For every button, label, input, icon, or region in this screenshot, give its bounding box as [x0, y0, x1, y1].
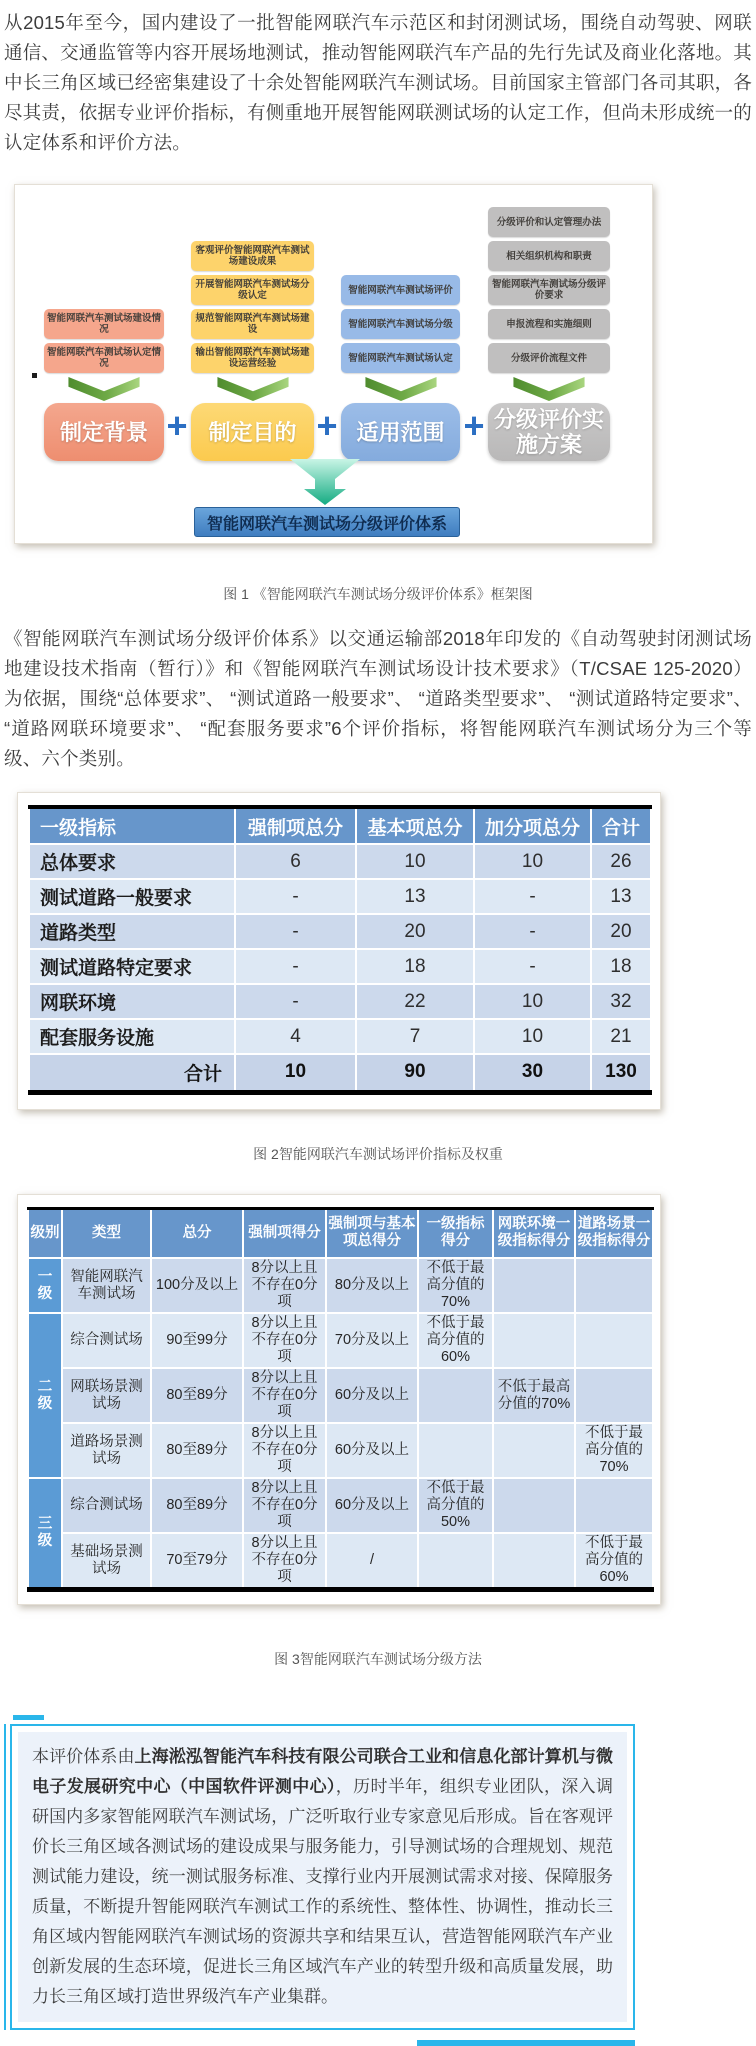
diagram-slot — [191, 207, 314, 241]
table-cell: 不低于最高分值的50% — [418, 1478, 493, 1533]
column-header: 总分 — [151, 1208, 243, 1258]
diagram-slot — [44, 275, 164, 309]
table-cell: 60分及以上 — [326, 1423, 418, 1478]
diagram-item-box: 申报流程和实施细则 — [488, 309, 610, 339]
table-total-row — [29, 1054, 651, 1092]
figure2-caption: 图 2智能网联汽车测试场评价指标及权重 — [253, 1145, 503, 1162]
table-cell: 20 — [591, 914, 651, 949]
column-header: 强制项与基本项总得分 — [326, 1208, 418, 1258]
chevron-wrap — [44, 377, 164, 401]
diagram-column — [44, 207, 164, 461]
table-cell: 6 — [235, 844, 356, 879]
diagram-category-box: 制定目的 — [191, 403, 314, 461]
table-cell: - — [235, 984, 356, 1019]
table-row — [29, 914, 651, 949]
table-cell: 基础场景测试场 — [62, 1533, 151, 1590]
column-header: 基本项总分 — [356, 807, 474, 844]
framework-diagram — [15, 185, 652, 543]
table-cell: 13 — [356, 879, 474, 914]
table-cell: 8分以上且不存在0分项 — [243, 1423, 326, 1478]
level-cell: 三级 — [28, 1478, 62, 1590]
diagram-column — [341, 207, 460, 461]
table-cell — [493, 1478, 575, 1533]
plus-icon: + — [463, 405, 485, 446]
diagram-item-box: 规范智能网联汽车测试场建设 — [191, 309, 314, 339]
column-header: 网联环境一级指标得分 — [493, 1208, 575, 1258]
table-cell: 10 — [235, 1054, 356, 1092]
diagram-item-box: 分级评价和认定管理办法 — [488, 207, 610, 237]
column-header: 合计 — [591, 807, 651, 844]
table-cell: 网联场景测试场 — [62, 1368, 151, 1423]
table-cell: 8分以上且不存在0分项 — [243, 1258, 326, 1313]
diagram-slot — [341, 343, 460, 377]
column-header: 类型 — [62, 1208, 151, 1258]
figure2-photo — [17, 792, 661, 1110]
table-header-row — [28, 1208, 653, 1258]
table-cell — [493, 1313, 575, 1368]
figure3-photo — [17, 1194, 661, 1606]
table-cell: - — [235, 949, 356, 984]
chevron-down-icon — [361, 377, 441, 401]
column-header: 级别 — [28, 1208, 62, 1258]
diagram-item-box: 分级评价流程文件 — [488, 343, 610, 373]
table-cell: 70至79分 — [151, 1533, 243, 1590]
table-cell — [418, 1368, 493, 1423]
table-cell: 100分及以上 — [151, 1258, 243, 1313]
table-cell: 7 — [356, 1019, 474, 1054]
table-cell: 18 — [356, 949, 474, 984]
diagram-category-box: 适用范围 — [341, 403, 460, 461]
chevron-wrap — [191, 377, 314, 401]
table-cell: 4 — [235, 1019, 356, 1054]
table-cell — [575, 1478, 653, 1533]
table-cell: 80至89分 — [151, 1368, 243, 1423]
diagram-category-box: 分级评价实施方案 — [488, 403, 610, 461]
table-cell: 不低于最高分值的60% — [575, 1533, 653, 1590]
plus-icon: + — [166, 405, 188, 446]
table-cell: 20 — [356, 914, 474, 949]
summary-box — [10, 1724, 635, 2030]
table-cell: 90 — [356, 1054, 474, 1092]
column-header: 强制项得分 — [243, 1208, 326, 1258]
diagram-slot — [191, 309, 314, 343]
diagram-item-box: 客观评价智能网联汽车测试场建设成果 — [191, 241, 314, 271]
diagram-slot — [488, 207, 610, 241]
table-cell: 测试道路特定要求 — [29, 949, 235, 984]
diagram-slot — [191, 275, 314, 309]
paragraph-intro: 从2015年至今，国内建设了一批智能网联汽车示范区和封闭测试场，围绕自动驾驶、网联通信、交通监管等内容开展场地测试，推动智能网联汽车产品的先行先试及商业化落地。其中长三角区域已经密集建设了十余处智能网联汽车测试场。目前国家主管部门各司其职，各尽其责，依据专业评价指标，有侧重地开展智能网联测试场的认定工作，但尚未形成统一的认定体系和评价方法。 — [4, 12, 753, 153]
diagram-slot — [488, 343, 610, 377]
bottom-divider — [417, 2040, 635, 2046]
diagram-slot — [488, 275, 610, 309]
table-row — [29, 949, 651, 984]
plus-icon: + — [316, 405, 338, 446]
chevron-down-icon — [509, 377, 589, 401]
table-row — [28, 1423, 653, 1478]
table-row — [29, 879, 651, 914]
table-cell: 8分以上且不存在0分项 — [243, 1313, 326, 1368]
diagram-slot — [341, 275, 460, 309]
table-cell: 测试道路一般要求 — [29, 879, 235, 914]
table-cell: 网联环境 — [29, 984, 235, 1019]
summary-text-segment: 本评价体系由 — [32, 1747, 135, 1766]
table-cell: 10 — [356, 844, 474, 879]
table-cell: 合计 — [29, 1054, 235, 1092]
figure3-caption: 图 3智能网联汽车测试场分级方法 — [274, 1651, 482, 1667]
diagram-slot — [44, 309, 164, 343]
table-cell: 90至99分 — [151, 1313, 243, 1368]
table-cell: 21 — [591, 1019, 651, 1054]
table-cell: 80至89分 — [151, 1478, 243, 1533]
table-cell: 智能网联汽车测试场 — [62, 1258, 151, 1313]
table-cell: 26 — [591, 844, 651, 879]
diagram-slot — [191, 241, 314, 275]
table-cell — [575, 1368, 653, 1423]
table-cell: 80至89分 — [151, 1423, 243, 1478]
indicator-weight-table — [28, 805, 652, 1095]
table-row — [28, 1368, 653, 1423]
figure1-photo — [14, 184, 653, 544]
column-header: 一级指标得分 — [418, 1208, 493, 1258]
diagram-item-box: 开展智能网联汽车测试场分级认定 — [191, 275, 314, 305]
diagram-slot — [341, 309, 460, 343]
chevron-wrap — [488, 377, 610, 401]
table-cell: 8分以上且不存在0分项 — [243, 1478, 326, 1533]
table-cell: 道路场景测试场 — [62, 1423, 151, 1478]
table-header-row — [29, 807, 651, 844]
diagram-slot — [341, 241, 460, 275]
column-header: 强制项总分 — [235, 807, 356, 844]
table-cell — [575, 1313, 653, 1368]
table-cell — [418, 1423, 493, 1478]
table-cell: 不低于最高分值的70% — [493, 1368, 575, 1423]
table-cell — [575, 1258, 653, 1313]
summary-text-segment: 上海淞泓智能汽车科技有限公司联合工业和信息化部计算机与微电子发展研究中心（中国软件评测中心） — [32, 1747, 614, 1796]
table-cell: 70分及以上 — [326, 1313, 418, 1368]
column-header: 道路场景一级指标得分 — [575, 1208, 653, 1258]
diagram-slot — [488, 309, 610, 343]
summary-text-segment: ，历时半年，组织专业团队，深入调研国内多家智能网联汽车测试场，广泛听取行业专家意见后形成。旨在客观评价长三角区域各测试场的建设成果与服务能力，引导测试场的合理规划、规范测试能力建设，统一测试服务标准、支撑行业内开展测试需求对接、保障服务质量，不断提升智能网联汽车测试工作的系统性、整体性、协调性，推动长三角区域内智能网联汽车测试场的资源共享和结果互认，营造智能网联汽车产业创新发展的生态环境，促进长三角区域汽车产业的转型升级和高质量发展，助力长三角区域打造世界级汽车产业集群。 — [32, 1777, 614, 2006]
figure1-caption: 图 1 《智能网联汽车测试场分级评价体系》框架图 — [223, 586, 533, 602]
diagram-item-box: 输出智能网联汽车测试场建设运营经验 — [191, 343, 314, 373]
diagram-slot — [488, 241, 610, 275]
diagram-category-box: 制定背景 — [44, 403, 164, 461]
table-cell: - — [235, 914, 356, 949]
diagram-result-box: 智能网联汽车测试场分级评价体系 — [194, 507, 460, 537]
table-cell: / — [326, 1533, 418, 1590]
table-cell: 18 — [591, 949, 651, 984]
table-cell: 总体要求 — [29, 844, 235, 879]
paragraph-basis: 《智能网联汽车测试场分级评价体系》以交通运输部2018年印发的《自动驾驶封闭测试场地建设技术指南（暂行）》和《智能网联汽车测试场设计技术要求》（T/CSAE 125-2020）为依据，围绕“总体要求”、 “测试道路一般要求”、 “道路类型要求”、 “测试道路特定要求”、 “道路网联环境要求”、 “配套服务要求”6个评价指标，将智能网联汽车测试场分为三个等级、六个类别。 — [4, 628, 752, 769]
table-row — [28, 1258, 653, 1313]
table-cell: 60分及以上 — [326, 1478, 418, 1533]
table-cell: 配套服务设施 — [29, 1019, 235, 1054]
bullet-square — [32, 373, 37, 378]
table-cell: 不低于最高分值的60% — [418, 1313, 493, 1368]
column-header: 一级指标 — [29, 807, 235, 844]
diagram-item-box: 智能网联汽车测试场认定情况 — [44, 343, 164, 373]
table-cell: 13 — [591, 879, 651, 914]
table-cell: 10 — [474, 844, 591, 879]
level-cell: 二级 — [28, 1313, 62, 1478]
table-cell: 综合测试场 — [62, 1478, 151, 1533]
table-cell: 32 — [591, 984, 651, 1019]
chevron-down-icon — [64, 377, 144, 401]
table-cell: 8分以上且不存在0分项 — [243, 1533, 326, 1590]
table-cell: 22 — [356, 984, 474, 1019]
table-row — [29, 844, 651, 879]
diagram-item-box: 智能网联汽车测试场评价 — [341, 275, 460, 305]
diagram-slot — [191, 343, 314, 377]
diagram-slot — [44, 241, 164, 275]
table-cell: - — [474, 879, 591, 914]
table-cell — [418, 1533, 493, 1590]
chevron-down-icon — [213, 377, 293, 401]
table-row — [28, 1313, 653, 1368]
table-cell — [493, 1533, 575, 1590]
diagram-item-box: 智能网联汽车测试场认定 — [341, 343, 460, 373]
diagram-slot — [44, 343, 164, 377]
level-cell: 一级 — [28, 1258, 62, 1313]
table-cell — [493, 1258, 575, 1313]
table-row — [29, 1019, 651, 1054]
table-cell: 80分及以上 — [326, 1258, 418, 1313]
diagram-item-box: 相关组织机构和职责 — [488, 241, 610, 271]
diagram-column — [191, 207, 314, 461]
diagram-column — [488, 207, 610, 461]
grading-method-table — [27, 1207, 654, 1593]
table-cell: 综合测试场 — [62, 1313, 151, 1368]
table-row — [28, 1533, 653, 1590]
diagram-item-box: 智能网联汽车测试场分级 — [341, 309, 460, 339]
table-cell — [493, 1423, 575, 1478]
funnel-arrow-icon — [288, 459, 362, 505]
column-header: 加分项总分 — [474, 807, 591, 844]
table-cell: 10 — [474, 1019, 591, 1054]
table-cell: 60分及以上 — [326, 1368, 418, 1423]
diagram-slot — [341, 207, 460, 241]
diagram-slot — [44, 207, 164, 241]
diagram-item-box: 智能网联汽车测试场分级评价要求 — [488, 275, 610, 305]
table-cell: 130 — [591, 1054, 651, 1092]
diagram-item-box: 智能网联汽车测试场建设情况 — [44, 309, 164, 339]
table-cell: 道路类型 — [29, 914, 235, 949]
table-cell: 10 — [474, 984, 591, 1019]
table-cell: 30 — [474, 1054, 591, 1092]
table-cell: - — [474, 914, 591, 949]
table-cell: 不低于最高分值的70% — [575, 1423, 653, 1478]
table-row — [28, 1478, 653, 1533]
table-row — [29, 984, 651, 1019]
table-cell: - — [235, 879, 356, 914]
table-cell: 不低于最高分值的70% — [418, 1258, 493, 1313]
table-cell: - — [474, 949, 591, 984]
chevron-wrap — [341, 377, 460, 401]
summary-text — [18, 1732, 627, 2022]
accent-dash — [13, 1715, 44, 1720]
table-cell: 8分以上且不存在0分项 — [243, 1368, 326, 1423]
